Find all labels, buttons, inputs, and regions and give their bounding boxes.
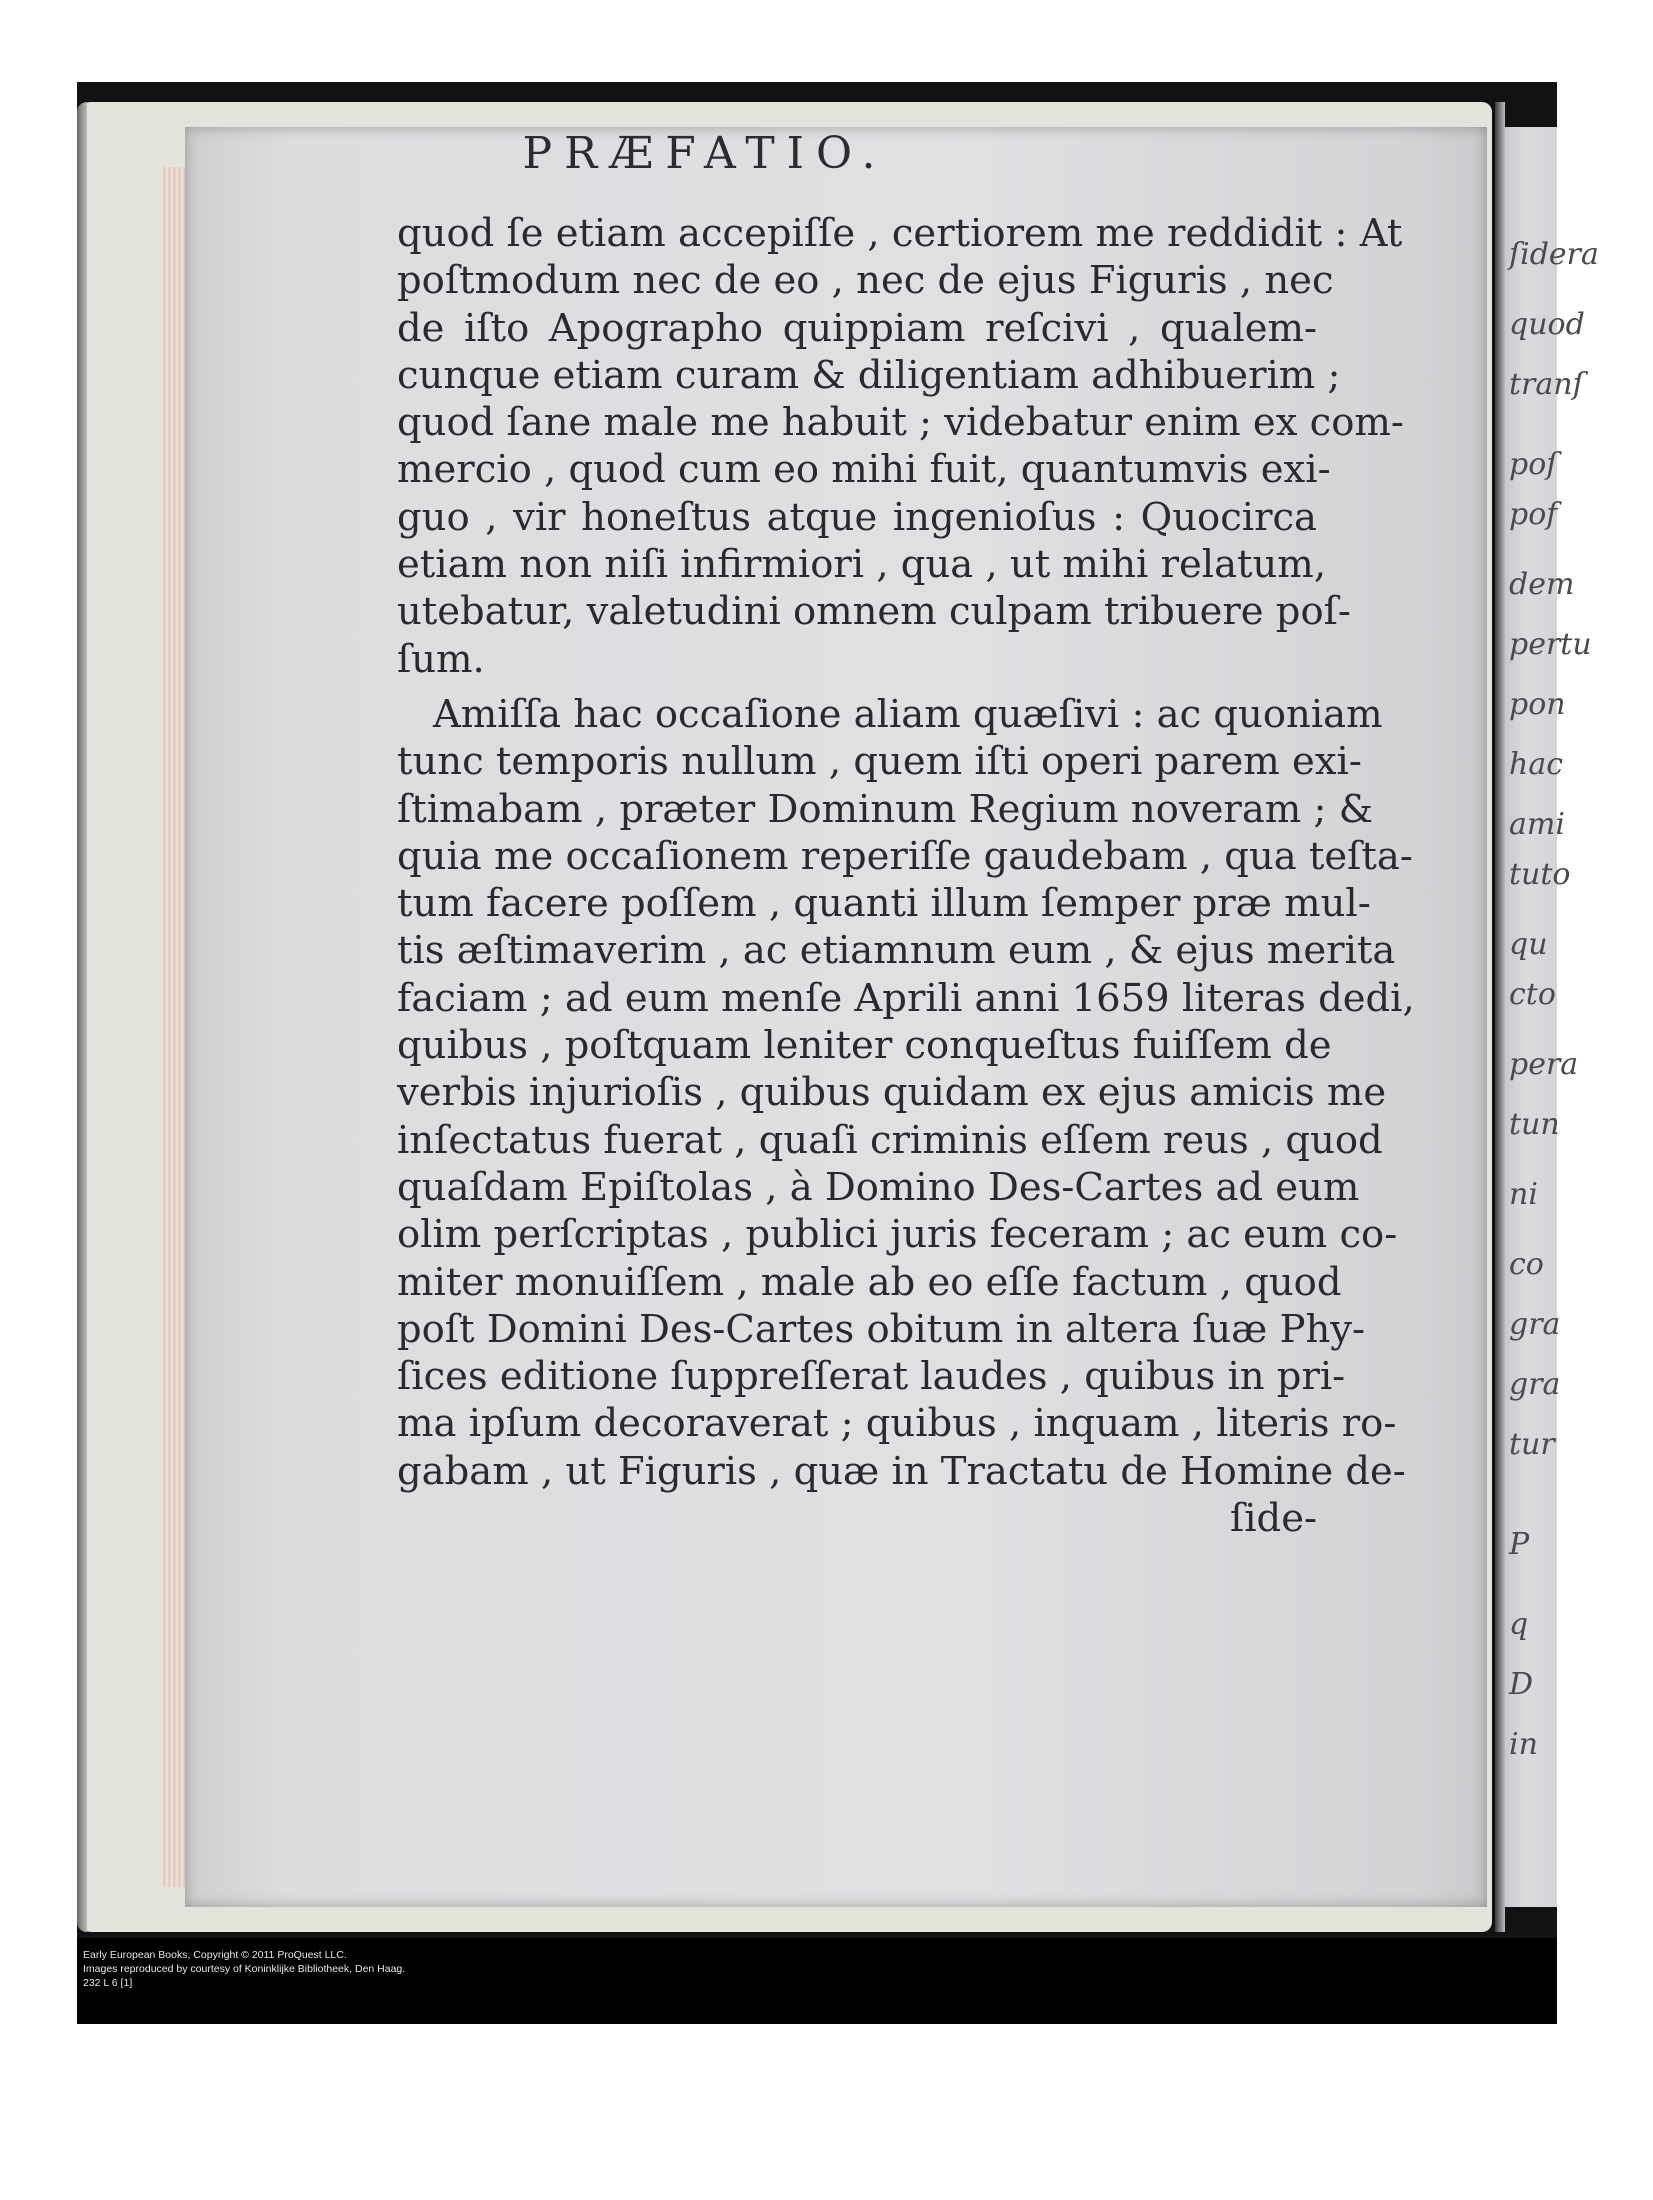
- text-line: ſtimabam , præter Dominum Regium noveram ; &: [397, 786, 1374, 832]
- facing-page-fragment: q: [1509, 1607, 1529, 1642]
- facing-page-edge: [1505, 127, 1599, 1907]
- text-line: faciam ; ad eum menſe Aprili anni 1659 literas dedi,: [397, 975, 1415, 1021]
- facing-page-fragment: tun: [1509, 1107, 1560, 1142]
- text-line: olim perſcriptas , publici juris feceram ; ac eum co-: [397, 1212, 1398, 1258]
- facing-page-fragment: gra: [1509, 1307, 1561, 1342]
- facing-page-fragment: hac: [1509, 747, 1564, 782]
- text-line: tum facere poſſem , quanti illum ſemper præ mul-: [397, 881, 1371, 927]
- facing-page-fragment: qu: [1509, 927, 1548, 962]
- facing-page-fragment: gra: [1509, 1367, 1561, 1402]
- facing-page-fragment: poſ: [1509, 447, 1558, 482]
- running-head: PRÆFATIO.: [522, 128, 888, 179]
- text-line: ſum.: [397, 636, 485, 682]
- facing-page-fragment: ami: [1509, 807, 1565, 842]
- text-line: poſt Domini Des-Cartes obitum in altera ſuæ Phy-: [397, 1306, 1366, 1352]
- text-line: miter monuiſſem , male ab eo eſſe factum , quod: [397, 1259, 1342, 1305]
- page-body-text: [397, 210, 1415, 1542]
- facing-page-fragment: pof: [1509, 497, 1558, 532]
- facing-page-fragment: ni: [1509, 1177, 1538, 1212]
- text-line: cunque etiam curam & diligentiam adhibuerim ;: [397, 352, 1341, 398]
- text-line: utebatur, valetudini omnem culpam tribuere poſ-: [397, 589, 1351, 635]
- text-line: de iſto Apographo quippiam reſcivi , qualem-: [397, 305, 1317, 351]
- text-line: quod ſe etiam accepiſſe , certiorem me reddidit : At: [397, 211, 1403, 256]
- text-line: quod ſane male me habuit ; videbatur enim ex com-: [397, 400, 1404, 446]
- facing-page-fragment: tranſ: [1509, 367, 1584, 402]
- book-gutter: [1495, 102, 1505, 1932]
- facing-page-fragment: pera: [1509, 1047, 1579, 1082]
- facing-page-fragment: P: [1509, 1527, 1530, 1562]
- facing-page-fragment: co: [1509, 1247, 1544, 1282]
- facing-page-fragment: quod: [1509, 307, 1585, 342]
- text-line: guo , vir honeſtus atque ingenioſus : Quocirca: [397, 494, 1317, 540]
- facing-page-fragment: pertu: [1509, 627, 1592, 662]
- facing-page-fragment: D: [1509, 1667, 1534, 1702]
- facing-page-fragment: in: [1509, 1727, 1538, 1762]
- text-line: ſide-: [1229, 1496, 1317, 1542]
- facing-page-fragment: cto: [1509, 977, 1556, 1012]
- text-line: etiam non niſi infirmiori , qua , ut mihi relatum,: [397, 542, 1327, 588]
- facing-page-fragment: pon: [1509, 687, 1566, 722]
- text-line: gabam , ut Figuris , quæ in Tractatu de Homine de-: [397, 1448, 1406, 1494]
- text-line: quibus , poſtquam leniter conqueſtus fuiſſem de: [397, 1023, 1332, 1069]
- facing-page-fragment: dem: [1509, 567, 1575, 602]
- footer-courtesy-line: Images reproduced by courtesy of Koninklijke Bibliotheek, Den Haag.: [83, 1963, 406, 1975]
- text-line: mercio , quod cum eo mihi fuit, quantumvis exi-: [397, 447, 1331, 493]
- text-line: ma ipſum decoraverat ; quibus , inquam , literis ro-: [397, 1401, 1397, 1447]
- text-line: tis æſtimaverim , ac etiamnum eum , & ejus merita: [397, 928, 1396, 974]
- text-line: Amiſſa hac occaſione aliam quæſivi : ac quoniam: [433, 691, 1383, 737]
- text-line: poſtmodum nec de eo , nec de ejus Figuris , nec: [397, 258, 1334, 304]
- copyright-footer: [77, 1938, 1557, 2024]
- facing-page-fragment: ſidera: [1509, 237, 1599, 272]
- text-line: tunc temporis nullum , quem iſti operi parem exi-: [397, 739, 1362, 785]
- text-line: verbis injurioſis , quibus quidam ex ejus amicis me: [397, 1070, 1387, 1116]
- facing-page-fragment: tuto: [1509, 857, 1571, 892]
- text-line: ſices editione ſuppreſſerat laudes , quibus in pri-: [397, 1354, 1346, 1400]
- footer-shelfmark-line: 232 L 6 [1]: [83, 1977, 133, 1989]
- text-line: quaſdam Epiſtolas , à Domino Des-Cartes ad eum: [397, 1164, 1360, 1210]
- cover-shadow: [77, 102, 87, 1932]
- text-line: inſectatus fuerat , quaſi criminis eſſem reus , quod: [397, 1117, 1383, 1163]
- text-line: quia me occaſionem reperiſſe gaudebam , qua teſta-: [397, 833, 1413, 879]
- facing-page-fragment: tur: [1509, 1427, 1555, 1462]
- footer-copyright-line: Early European Books, Copyright © 2011 ProQuest LLC.: [83, 1949, 347, 1961]
